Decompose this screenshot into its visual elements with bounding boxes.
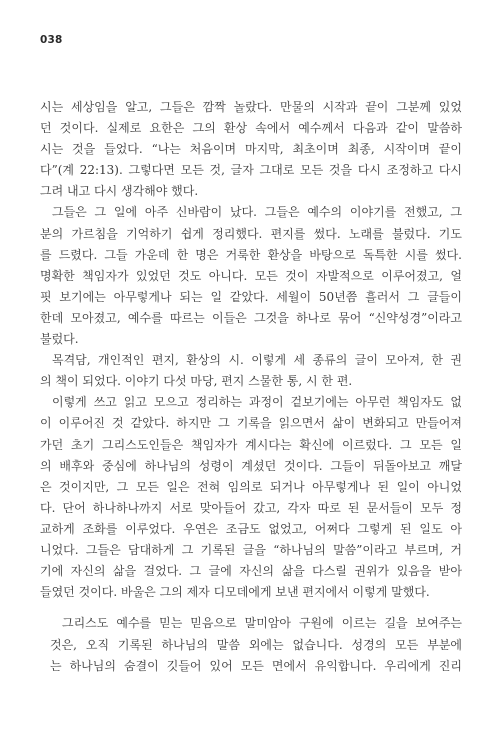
text-line: 들였던 것이다. 바울은 그의 제자 디모데에게 보낸 편지에서 이렇게 말했다. <box>40 585 430 600</box>
text-line: 교하게 조화를 이루었다. 우연은 조금도 없었고, 어쩌다 그렇게 된 일도 아 <box>40 521 462 536</box>
text-line: 한데 모아졌고, 예수를 따르는 이들은 그것을 하나로 묶어 “신약성경”이라고 <box>40 310 462 325</box>
quote-line: 그리스도 예수를 믿는 믿음으로 말미암아 구원에 이르는 길을 보여주는 <box>62 616 462 631</box>
text-line: 그들은 그 일에 아주 신바람이 났다. 그들은 예수의 이야기를 전했고, 그 <box>52 205 462 220</box>
text-line: 다. 단어 하나하나까지 서로 맞아들어 갔고, 각자 따로 된 문서들이 모두 정 <box>40 500 462 515</box>
text-line: 의 책이 되었다. 이야기 다섯 마당, 편지 스물한 통, 시 한 편. <box>40 374 353 389</box>
text-line: 시는 것을 들었다. “나는 처음이며 마지막, 최초이며 최종, 시작이며 끝이 <box>40 142 462 157</box>
text-line: 핏 보기에는 아무렇게나 되는 일 같았다. 세월이 50년쯤 흘러서 그 글들이 <box>40 289 462 304</box>
text-line: 니었다. 그들은 담대하게 그 기록된 글을 “하나님의 말씀”이라고 부르며, 거 <box>40 542 462 557</box>
text-line: 이렇게 쓰고 읽고 모으고 정리하는 과정이 겉보기에는 아무런 책임자도 없 <box>52 395 462 410</box>
text-line: 명확한 책임자가 있었던 것도 아니다. 모든 것이 자발적으로 이루어졌고, 얼 <box>40 268 462 283</box>
text-line: 던 것이다. 실제로 요한은 그의 환상 속에서 예수께서 다음과 같이 말씀하 <box>40 121 462 136</box>
quote-line: 것은, 오직 기록된 하나님의 말씀 외에는 없습니다. 성경의 모든 부분에 <box>50 637 462 652</box>
text-line: 기에 자신의 삶을 걸었다. 그 글에 자신의 삶을 다스릴 권위가 있음을 받아 <box>40 564 462 579</box>
text-line: 가던 초기 그리스도인들은 책임자가 계시다는 확신에 이르렀다. 그 모든 일 <box>40 437 462 452</box>
text-line: 불렀다. <box>40 332 79 347</box>
text-line: 다”(계 22:13). 그렇다면 모든 것, 글자 그대로 모든 것을 다시 조정하고 다시 <box>40 163 462 178</box>
paragraph <box>40 202 462 350</box>
quote-line: 는 하나님의 숨결이 깃들어 있어 모든 면에서 유익합니다. 우리에게 진리 <box>50 658 462 673</box>
text-line: 은 것이지만, 그 모든 일은 전혀 임의로 되거나 아무렇게나 된 일이 아니었 <box>40 479 462 494</box>
text-line: 시는 세상임을 알고, 그들은 깜짝 놀랐다. 만물의 시작과 끝이 그분께 있었 <box>40 100 462 114</box>
paragraph <box>40 350 462 392</box>
text-line: 이 이루어진 것 같았다. 하지만 그 기록을 읽으면서 삶이 변화되고 만들어져 <box>40 416 462 431</box>
text-line: 분의 가르침을 기억하기 쉽게 정리했다. 편지를 썼다. 노래를 불렀다. 기도 <box>40 226 462 241</box>
text-line: 그려 내고 다시 생각해야 했다. <box>40 184 199 199</box>
paragraph <box>40 392 462 603</box>
body-text <box>40 97 462 677</box>
text-line: 목격담, 개인적인 편지, 환상의 시. 이렇게 세 종류의 글이 모아져, 한 권 <box>52 353 462 368</box>
block-quote <box>40 613 462 677</box>
page-number: 038 <box>40 34 63 46</box>
text-line: 의 배후와 중심에 하나님의 성령이 계셨던 것이다. 그들이 뒤돌아보고 깨달 <box>40 458 462 473</box>
paragraph <box>40 97 462 202</box>
text-line: 를 드렸다. 그들 가운데 한 명은 거룩한 환상을 바탕으로 독특한 시를 썼다. <box>40 247 462 262</box>
